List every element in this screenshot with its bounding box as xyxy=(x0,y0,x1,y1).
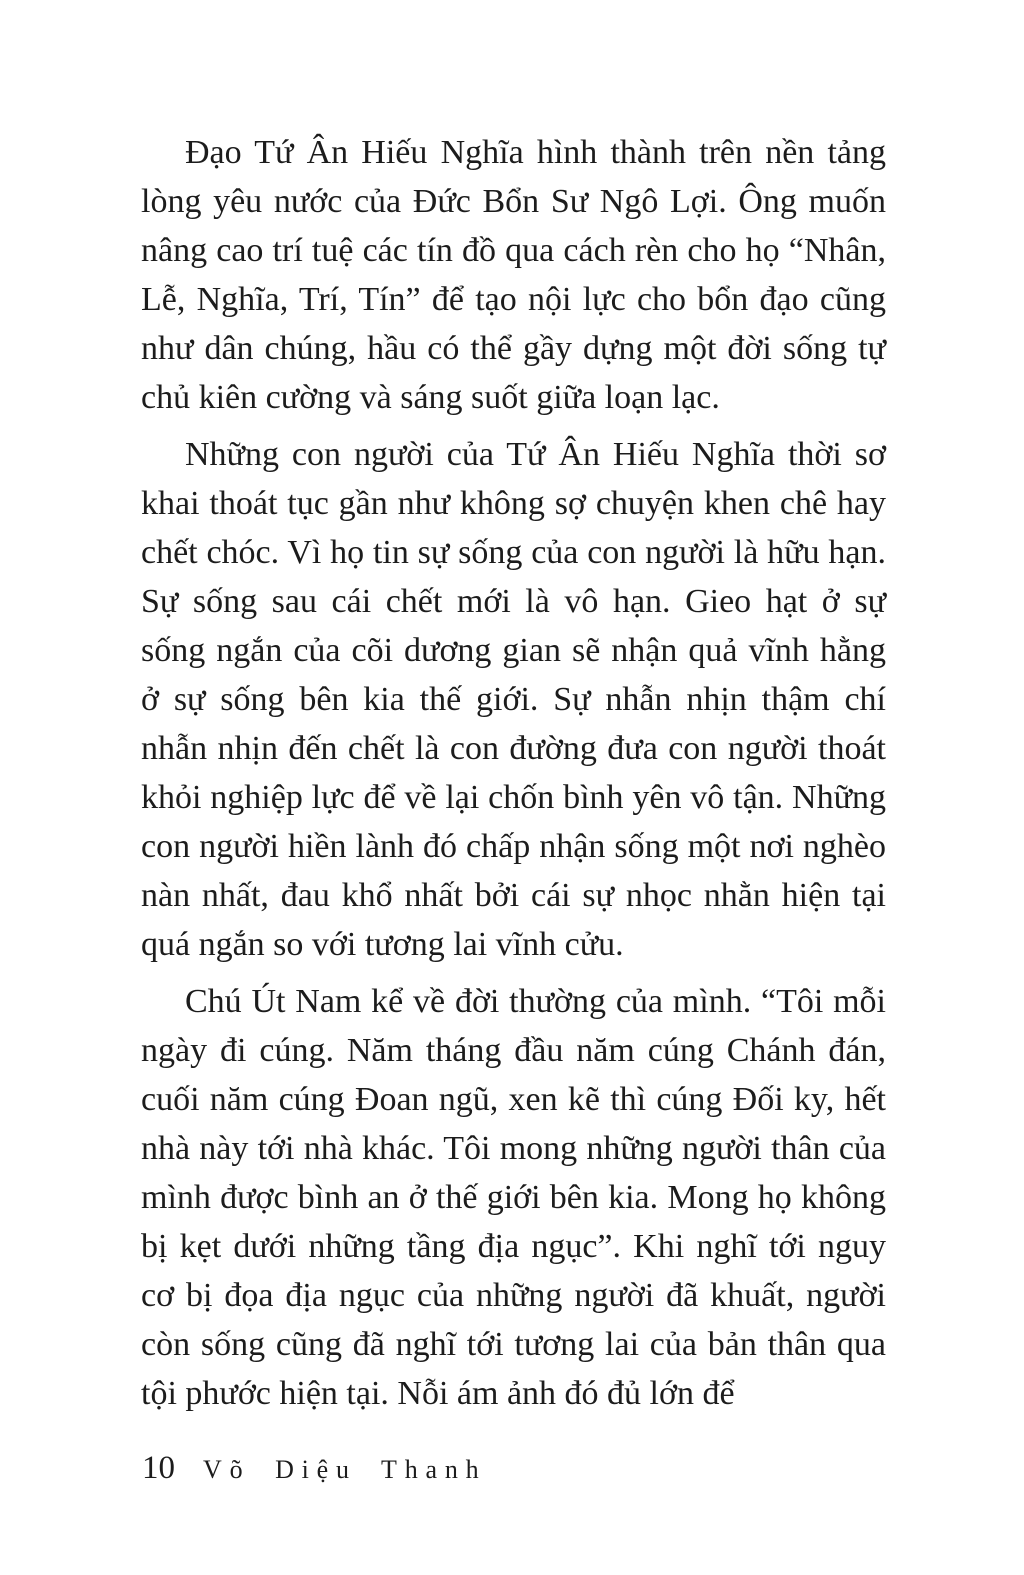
page-body-text xyxy=(141,128,886,1426)
page-footer xyxy=(142,1452,486,1485)
paragraph-2: Những con người của Tứ Ân Hiếu Nghĩa thời sơ khai thoát tục gần như không sợ chuyện khen chê hay chết chóc. Vì họ tin sự sống của con người là hữu hạn. Sự sống sau cái chết mới là vô hạn. Gieo hạt ở sự sống ngắn của cõi dương gian sẽ nhận quả vĩnh hằng ở sự sống bên kia thế giới. Sự nhẫn nhịn thậm chí nhẫn nhịn đến chết là con đường đưa con người thoát khỏi nghiệp lực để về lại chốn bình yên vô tận. Những con người hiền lành đó chấp nhận sống một nơi nghèo nàn nhất, đau khổ nhất bởi cái sự nhọc nhằn hiện tại quá ngắn so với tương lai vĩnh cửu. xyxy=(141,436,886,963)
author-name: Võ Diệu Thanh xyxy=(203,1455,487,1484)
page-number: 10 xyxy=(142,1450,175,1486)
paragraph-1: Đạo Tứ Ân Hiếu Nghĩa hình thành trên nền tảng lòng yêu nước của Đức Bổn Sư Ngô Lợi. Ông muốn nâng cao trí tuệ các tín đồ qua cách rèn cho họ “Nhân, Lễ, Nghĩa, Trí, Tín” để tạo nội lực cho bổn đạo cũng như dân chúng, hầu có thể gầy dựng một đời sống tự chủ kiên cường và sáng suốt giữa loạn lạc. xyxy=(141,134,886,416)
paragraph-3: Chú Út Nam kể về đời thường của mình. “Tôi mỗi ngày đi cúng. Năm tháng đầu năm cúng Chánh đán, cuối năm cúng Đoan ngũ, xen kẽ thì cúng Đối ky, hết nhà này tới nhà khác. Tôi mong những người thân của mình được bình an ở thế giới bên kia. Mong họ không bị kẹt dưới những tầng địa ngục”. Khi nghĩ tới nguy cơ bị đọa địa ngục của những người đã khuất, người còn sống cũng đã nghĩ tới tương lai của bản thân qua tội phước hiện tại. Nỗi ám ảnh đó đủ lớn để xyxy=(141,983,886,1412)
